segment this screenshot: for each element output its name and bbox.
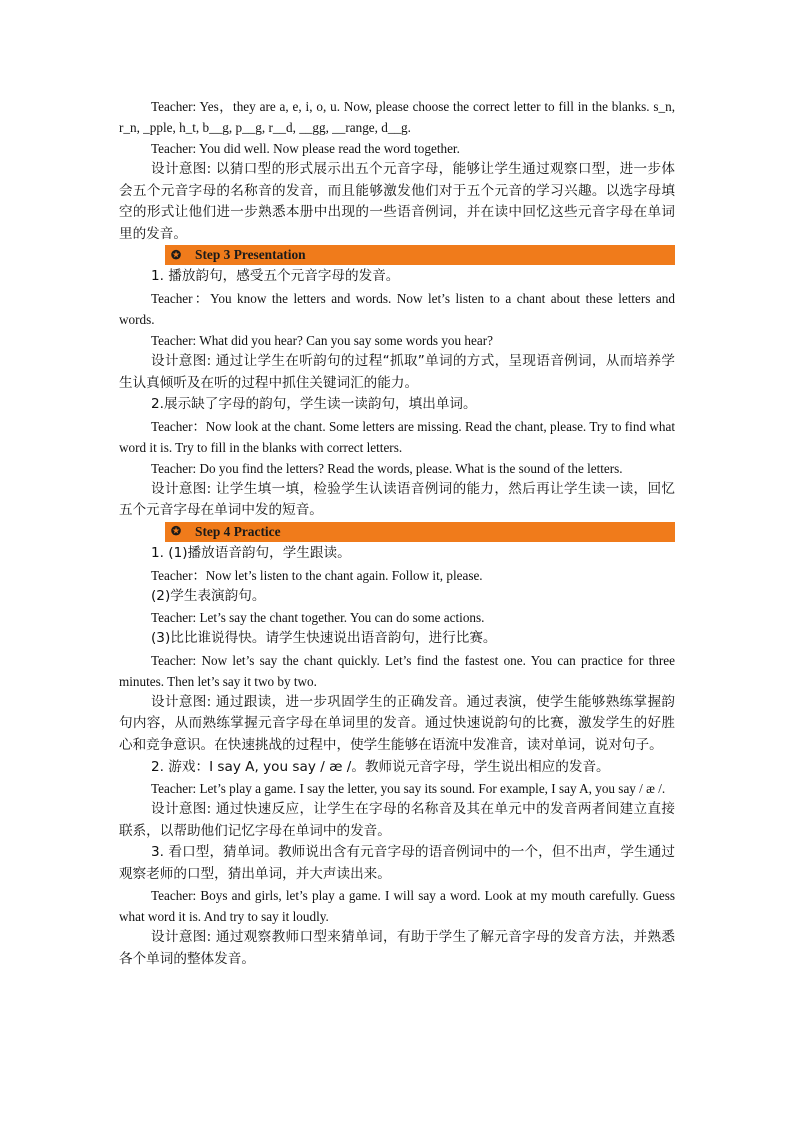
- star-bullet-icon: ✪: [170, 524, 182, 539]
- teacher-line-guess-word: Teacher: Boys and girls, let’s play a game. I will say a word. Look at my mouth carefully. Guess what word it is. And try to say it loudly.: [119, 888, 675, 925]
- teacher-line-choose-letter: Teacher: Yes，they are a, e, i, o, u. Now, please choose the correct letter to fill in the blanks. s_n, r_n, _pple, h_t, b__g, p__g, r__d, __gg, __range, d__g.: [119, 99, 675, 135]
- section-header-step4: [165, 522, 675, 542]
- teacher-line-read-together: Teacher: You did well. Now please read the word together.: [151, 141, 460, 156]
- design-intent-paragraph: 设计意图: 通过观察教师口型来猜单词，有助于学生了解元音字母的发音方法，并熟悉各个单词的整体发音。: [119, 929, 675, 968]
- design-intent-paragraph: 设计意图: 让学生填一填，检验学生认读语音例词的能力，然后再让学生读一读，回忆五个元音字母在单词中发的短音。: [119, 480, 675, 519]
- activity-step-1-1: 1. (1)播放语音韵句，学生跟读。: [151, 544, 351, 561]
- design-intent-paragraph: 设计意图: 以猜口型的形式展示出五个元音字母，能够让学生通过观察口型，进一步体会五个元音字母的名称音的发音，而且能够激发他们对于五个元音的学习兴趣。以选字母填空的形式让他们进一步熟悉本册中出现的一些语音例词，并在读中回忆这些元音字母在单词里的发音。: [119, 161, 675, 242]
- teacher-line-quickly: Teacher: Now let’s say the chant quickly. Let’s find the fastest one. You can practice for three minutes. Then let’s say it two by two.: [119, 652, 675, 689]
- teacher-line-follow: Teacher：Now let’s listen to the chant again. Follow it, please.: [151, 567, 483, 583]
- teacher-line-listen-chant: Teacher：You know the letters and words. Now let’s listen to a chant about these letters and words.: [119, 290, 675, 327]
- teacher-line-find-letters: Teacher: Do you find the letters? Read the words, please. What is the sound of the letters.: [151, 460, 623, 476]
- section-title: Step 3 Presentation: [195, 247, 306, 263]
- activity-step-1: 1. 播放韵句，感受五个元音字母的发音。: [151, 268, 400, 285]
- content-column: [119, 96, 675, 971]
- activity-step-2-game: 2. 游戏：I say A, you say / æ /。教师说元音字母，学生说出相应的发音。: [151, 758, 610, 775]
- section-header-step3: [165, 245, 675, 265]
- teacher-line-what-hear: Teacher: What did you hear? Can you say some words you hear?: [151, 332, 493, 348]
- design-intent-paragraph: 设计意图: 通过跟读，进一步巩固学生的正确发音。通过表演，使学生能够熟练掌握韵句内容，从而熟练掌握元音字母在单词里的发音。通过快速说韵句的比赛，激发学生的好胜心和竞争意识。在快速挑战的过程中，使学生能够在语流中发准音，读对单词，说对句子。: [119, 693, 675, 753]
- design-intent-paragraph: 设计意图: 通过快速反应，让学生在字母的名称音及其在单元中的发音两者间建立直接联系，以帮助他们记忆字母在单词中的发音。: [119, 801, 675, 839]
- teacher-line-play-game: Teacher: Let’s play a game. I say the letter, you say its sound. For example, I say A, you say / æ /.: [151, 781, 666, 797]
- activity-step-3-guess: 3. 看口型，猜单词。教师说出含有元音字母的语音例词中的一个，但不出声，学生通过观察老师的口型，猜出单词，并大声读出来。: [119, 844, 675, 882]
- teacher-line-look-chant: Teacher：Now look at the chant. Some letters are missing. Read the chant, please. Try to find what word it is. Try to fill in the blanks with correct letters.: [119, 418, 675, 455]
- star-bullet-icon: ✪: [170, 247, 182, 262]
- teacher-line-say-together: Teacher: Let’s say the chant together. You can do some actions.: [151, 610, 485, 626]
- activity-step-2: 2.展示缺了字母的韵句，学生读一读韵句，填出单词。: [151, 396, 477, 413]
- activity-step-1-3: (3)比比谁说得快。请学生快速说出语音韵句，进行比赛。: [151, 630, 497, 647]
- activity-step-1-2: (2)学生表演韵句。: [151, 587, 266, 604]
- design-intent-paragraph: 设计意图: 通过让学生在听韵句的过程“抓取”单词的方式，呈现语音例词，从而培养学生认真倾听及在听的过程中抓住关键词汇的能力。: [119, 352, 675, 391]
- section-title: Step 4 Practice: [195, 523, 281, 539]
